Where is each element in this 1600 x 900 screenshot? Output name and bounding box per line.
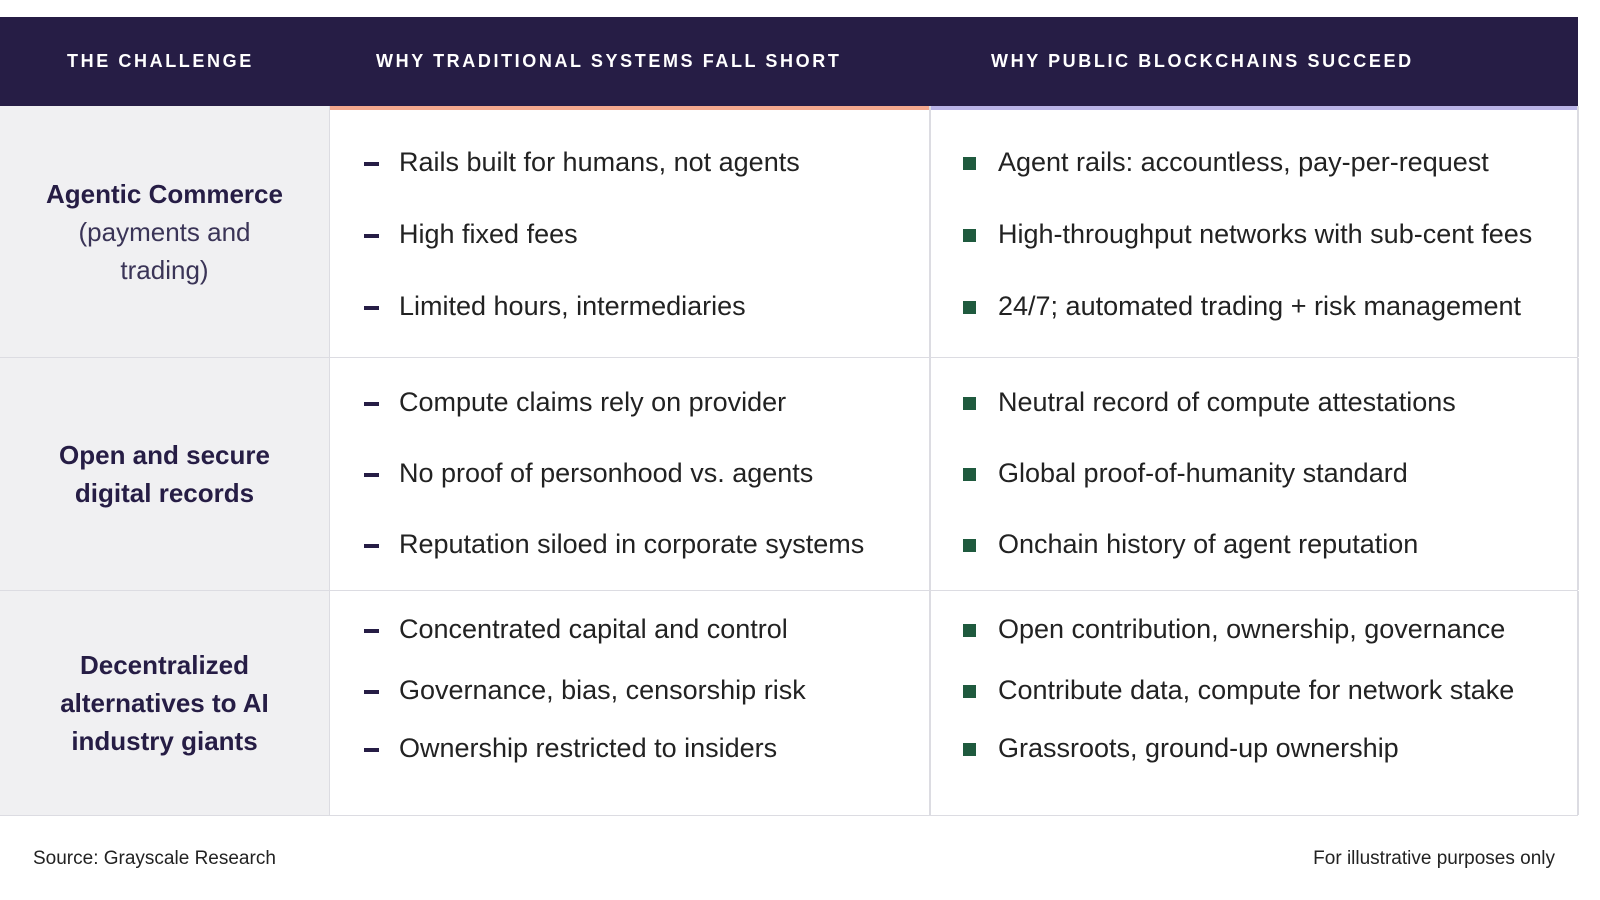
dash-bullet-icon [364,234,379,238]
blockchain-item: Open contribution, ownership, governance [998,614,1506,644]
table-row [0,106,1578,358]
square-bullet-icon [963,157,976,170]
traditional-item: Limited hours, intermediaries [399,291,746,321]
dash-bullet-icon [364,402,379,406]
dash-bullet-icon [364,306,379,310]
challenge-title: Agentic Commerce [46,178,283,209]
challenge-title: Open and secure digital records [59,440,270,508]
blockchain-item: Onchain history of agent reputation [998,529,1419,559]
square-bullet-icon [963,624,976,637]
dash-bullet-icon [364,162,379,166]
dash-bullet-icon [364,748,379,752]
dash-bullet-icon [364,544,379,548]
square-bullet-icon [963,301,976,314]
dash-bullet-icon [364,473,379,477]
challenge-cell [0,106,330,357]
table-header [0,17,1578,106]
table-row [0,358,1578,591]
blockchain-item: Global proof-of-humanity standard [998,458,1408,488]
challenge-cell [0,591,330,815]
table-row [0,591,1578,816]
traditional-item: Rails built for humans, not agents [399,147,800,177]
dash-bullet-icon [364,629,379,633]
square-bullet-icon [963,397,976,410]
header-traditional: WHY TRADITIONAL SYSTEMS FALL SHORT [376,51,842,71]
header-challenge: THE CHALLENGE [67,51,254,71]
traditional-item: No proof of personhood vs. agents [399,458,814,488]
square-bullet-icon [963,685,976,698]
source-note: Source: Grayscale Research [33,848,276,869]
dash-bullet-icon [364,690,379,694]
square-bullet-icon [963,539,976,552]
traditional-item: Compute claims rely on provider [399,387,787,417]
square-bullet-icon [963,229,976,242]
square-bullet-icon [963,468,976,481]
header-blockchain: WHY PUBLIC BLOCKCHAINS SUCCEED [991,51,1414,71]
traditional-item: High fixed fees [399,219,578,249]
challenge-subtitle: (payments and trading) [78,216,251,285]
blockchain-item: Grassroots, ground-up ownership [998,733,1399,763]
traditional-item: Reputation siloed in corporate systems [399,529,865,559]
traditional-item: Governance, bias, censorship risk [399,675,806,705]
comparison-table [0,17,1578,816]
blockchain-item: Neutral record of compute attestations [998,387,1456,417]
blockchain-item: Agent rails: accountless, pay-per-request [998,147,1489,177]
blockchain-item: High-throughput networks with sub-cent fees [998,219,1533,249]
blockchain-item: 24/7; automated trading + risk management [998,291,1522,321]
square-bullet-icon [963,743,976,756]
blockchain-item: Contribute data, compute for network stake [998,675,1515,705]
traditional-item: Ownership restricted to insiders [399,733,778,763]
challenge-cell [0,358,330,590]
traditional-item: Concentrated capital and control [399,614,788,644]
disclaimer-note: For illustrative purposes only [1313,848,1555,869]
challenge-title: Decentralized alternatives to AI industry giants [60,650,269,756]
